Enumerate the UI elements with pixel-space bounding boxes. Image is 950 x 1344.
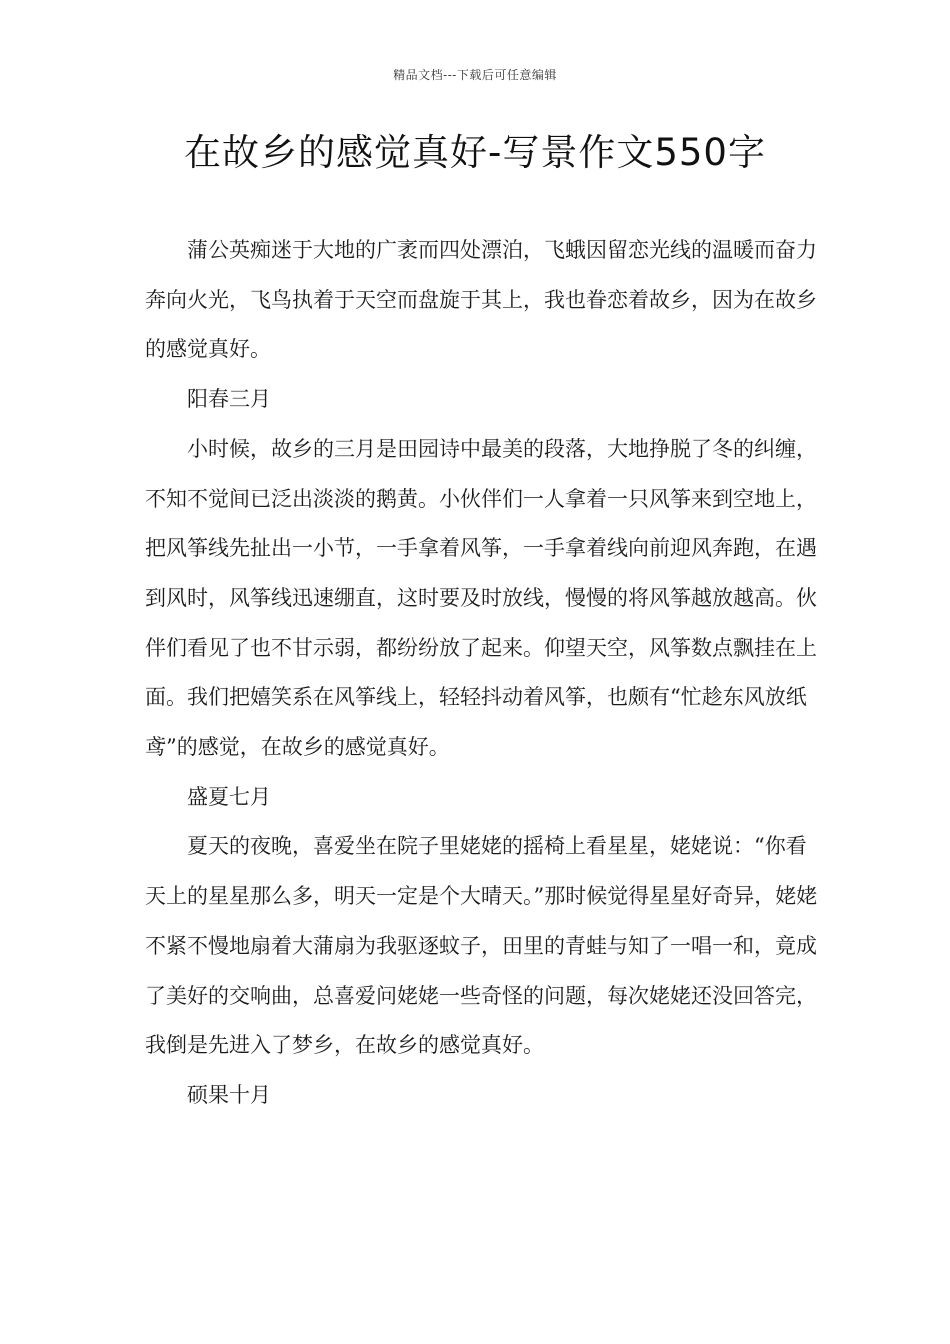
section-heading-autumn: 硕果十月: [187, 1082, 271, 1107]
section-heading-summer: 盛夏七月: [187, 784, 271, 809]
document-body: [145, 226, 825, 1121]
paragraph-summer: 夏天的夜晚，喜爱坐在院子里姥姥的摇椅上看星星，姥姥说：“你看天上的星星那么多，明天一定是个大晴天。”那时候觉得星星好奇异，姥姥不紧不慢地扇着大蒲扇为我驱逐蚊子，田里的青蛙与知了一唱一和，竟成了美好的交响曲，总喜爱问姥姥一些奇怪的问题，每次姥姥还没回答完，我倒是先进入了梦乡，在故乡的感觉真好。: [145, 834, 818, 1058]
paragraph-spring: 小时候，故乡的三月是田园诗中最美的段落，大地挣脱了冬的纠缠，不知不觉间已泛出淡淡的鹅黄。小伙伴们一人拿着一只风筝来到空地上，把风筝线先扯出一小节，一手拿着风筝，一手拿着线向前迎风奔跑，在遇到风时，风筝线迅速绷直，这时要及时放线，慢慢的将风筝越放越高。伙伴们看见了也不甘示弱，都纷纷放了起来。仰望天空，风筝数点飘挂在上面。我们把嬉笑系在风筝线上，轻轻抖动着风筝，也颇有“忙趁东风放纸鸢”的感觉，在故乡的感觉真好。: [145, 436, 817, 760]
page-header-note: 精品文档---下载后可任意编辑: [393, 68, 557, 82]
document-title: 在故乡的感觉真好-写景作文550字: [184, 131, 766, 174]
section-heading-spring: 阳春三月: [187, 387, 271, 412]
paragraph-intro: 蒲公英痴迷于大地的广袤而四处漂泊，飞蛾因留恋光线的温暖而奋力奔向火光，飞鸟执着于天空而盘旋于其上，我也眷恋着故乡，因为在故乡的感觉真好。: [145, 238, 817, 362]
